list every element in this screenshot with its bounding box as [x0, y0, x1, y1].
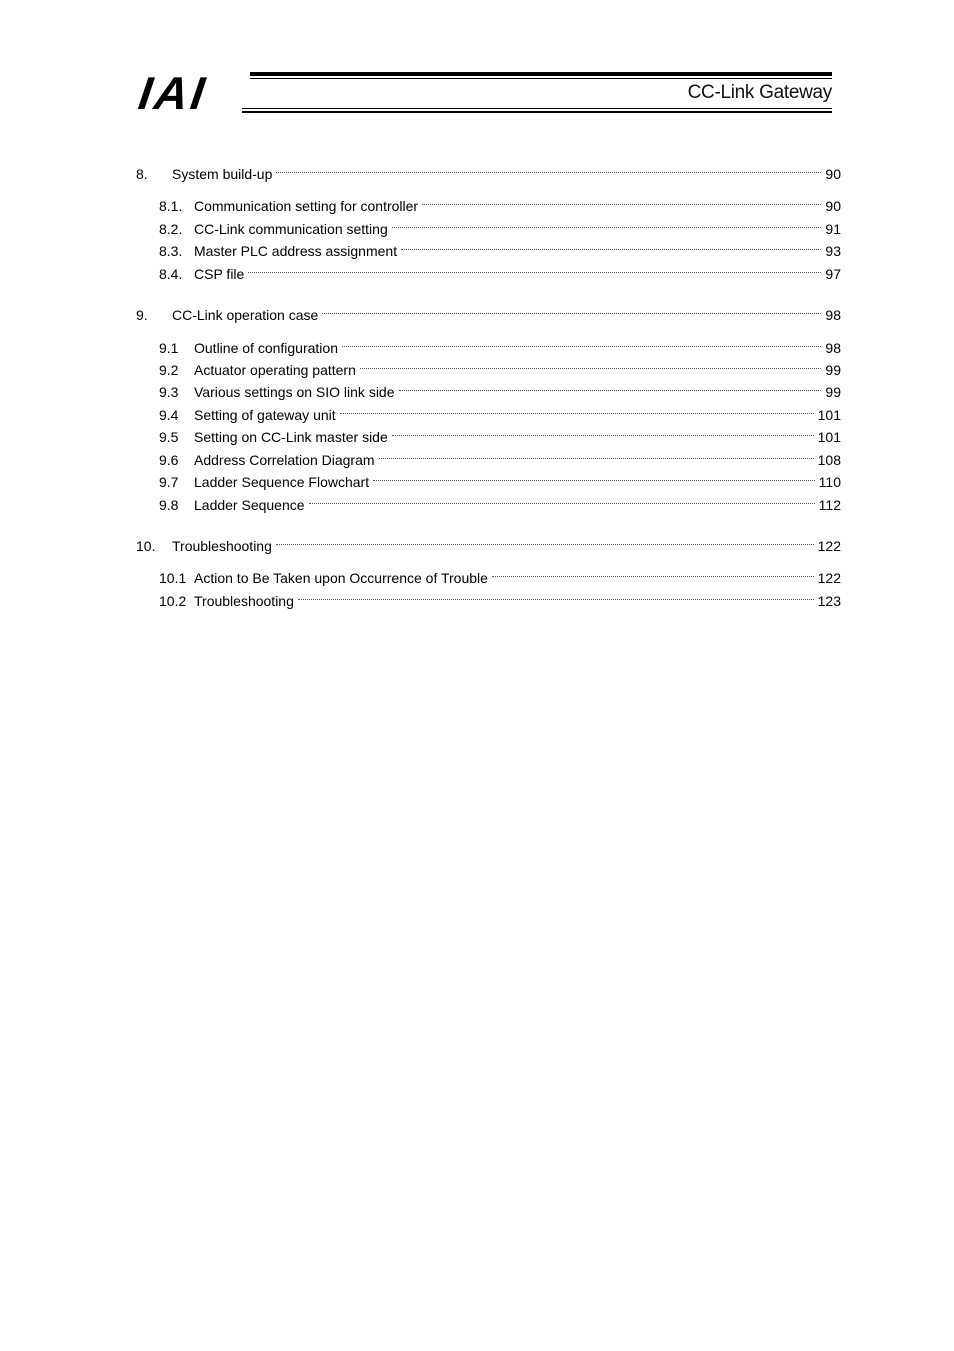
toc-entry-8-4[interactable]	[136, 259, 841, 282]
toc-entry-page: 108	[817, 452, 841, 468]
dot-leader	[397, 236, 825, 256]
toc-entry-title: Various settings on SIO link side	[194, 384, 395, 400]
toc-entry-title: CSP file	[194, 266, 245, 282]
toc-entry-9-4[interactable]	[136, 400, 841, 423]
toc-entry-page: 99	[825, 362, 841, 378]
toc-entry-title: System build-up	[172, 166, 273, 182]
dot-leader	[395, 377, 826, 397]
toc-entry-title: Action to Be Taken upon Occurrence of Trouble	[194, 570, 488, 586]
toc-entry-page: 90	[825, 166, 841, 182]
iai-logo: IAI	[135, 67, 211, 119]
toc-entry-title: Outline of configuration	[194, 340, 338, 356]
toc-entry-title: Troubleshooting	[172, 538, 272, 554]
toc-entry-number: 8.	[136, 166, 148, 182]
toc-entry-title: Setting of gateway unit	[194, 407, 336, 423]
toc-entry-page: 123	[817, 593, 841, 609]
toc-entry-number: 10.1	[159, 570, 187, 586]
toc-entry-9-7[interactable]	[136, 467, 841, 490]
dot-leader	[272, 159, 825, 179]
toc-entry-8-3[interactable]	[136, 236, 841, 259]
dot-leader	[356, 355, 826, 375]
toc-entry-number: 8.4.	[159, 266, 183, 282]
toc-entry-10[interactable]	[136, 531, 841, 554]
dot-leader	[388, 422, 818, 442]
toc-entry-page: 101	[817, 429, 841, 445]
toc-entry-number: 8.3.	[159, 243, 183, 259]
toc-entry-page: 98	[825, 307, 841, 323]
toc-entry-8-1[interactable]	[136, 191, 841, 214]
toc-entry-number: 9.	[136, 307, 148, 323]
toc-entry-page: 101	[817, 407, 841, 423]
toc-entry-title: Ladder Sequence	[194, 497, 305, 513]
toc-entry-9-8[interactable]	[136, 490, 841, 513]
toc-entry-9-3[interactable]	[136, 377, 841, 400]
toc-entry-10-2[interactable]	[136, 586, 841, 609]
dot-leader	[336, 400, 818, 420]
toc-entry-page: 97	[825, 266, 841, 282]
toc-entry-title: CC-Link communication setting	[194, 221, 388, 237]
toc-entry-number: 9.1	[159, 340, 179, 356]
toc-entry-page: 98	[825, 340, 841, 356]
toc-entry-title: CC-Link operation case	[172, 307, 319, 323]
toc-entry-9[interactable]	[136, 300, 841, 323]
toc-entry-number: 9.3	[159, 384, 179, 400]
dot-leader	[488, 563, 818, 583]
toc-entry-8-2[interactable]	[136, 214, 841, 237]
document-title: CC-Link Gateway	[687, 82, 832, 103]
toc-entry-page: 93	[825, 243, 841, 259]
toc-entry-page: 122	[817, 570, 841, 586]
toc-entry-9-6[interactable]	[136, 445, 841, 468]
toc-entry-page: 90	[825, 198, 841, 214]
dot-leader	[294, 586, 818, 606]
toc-entry-number: 9.8	[159, 497, 179, 513]
header-rule-thin-top	[250, 78, 832, 79]
toc-entry-title: Actuator operating pattern	[194, 362, 356, 378]
toc-entry-title: Ladder Sequence Flowchart	[194, 474, 370, 490]
header-rule-bottom	[242, 111, 832, 113]
toc-entry-9-2[interactable]	[136, 355, 841, 378]
dot-leader	[369, 467, 819, 487]
toc-entry-title: Troubleshooting	[194, 593, 294, 609]
toc-entry-number: 9.7	[159, 474, 179, 490]
dot-leader	[388, 214, 826, 234]
toc-entry-number: 9.4	[159, 407, 179, 423]
toc-entry-number: 9.6	[159, 452, 179, 468]
header-rule-thin-bottom	[242, 108, 832, 109]
toc-entry-title: Master PLC address assignment	[194, 243, 398, 259]
toc-entry-number: 10.2	[159, 593, 187, 609]
header-rule-thick	[250, 72, 832, 76]
dot-leader	[375, 445, 818, 465]
toc-entry-title: Communication setting for controller	[194, 198, 419, 214]
toc-entry-10-1[interactable]	[136, 563, 841, 586]
toc-entry-number: 9.5	[159, 429, 179, 445]
dot-leader	[338, 333, 825, 353]
toc-entry-9-5[interactable]	[136, 422, 841, 445]
toc-entry-page: 110	[818, 474, 841, 490]
toc-entry-number: 8.1.	[159, 198, 183, 214]
dot-leader	[244, 259, 825, 279]
toc-entry-page: 112	[818, 497, 841, 513]
toc-entry-page: 99	[825, 384, 841, 400]
dot-leader	[305, 490, 819, 510]
dot-leader	[272, 531, 818, 551]
toc-entry-number: 8.2.	[159, 221, 183, 237]
page-header	[135, 67, 832, 119]
dot-leader	[418, 191, 825, 211]
dot-leader	[318, 300, 825, 320]
toc-entry-page: 122	[817, 538, 841, 554]
toc-entry-title: Setting on CC-Link master side	[194, 429, 388, 445]
toc-entry-title: Address Correlation Diagram	[194, 452, 375, 468]
toc-entry-page: 91	[825, 221, 841, 237]
toc-entry-number: 9.2	[159, 362, 179, 378]
toc-entry-9-1[interactable]	[136, 333, 841, 356]
toc-entry-number: 10.	[136, 538, 156, 554]
toc-entry-8[interactable]	[136, 159, 841, 182]
